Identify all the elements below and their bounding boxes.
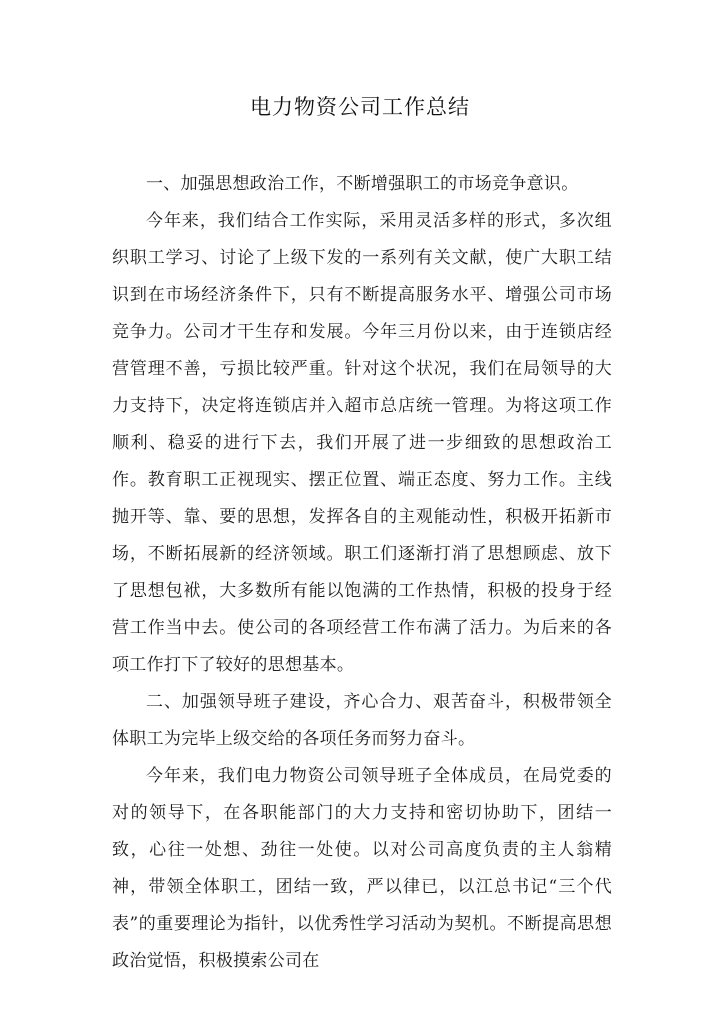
document-body [112,166,612,980]
paragraph-section-one-heading: 一、加强思想政治工作，不断增强职工的市场竞争意识。 [146,174,579,194]
document-title: 电力物资公司工作总结 [250,95,470,119]
paragraph-section-two-heading: 二、加强领导班子建设，齐心合力、艰苦奋斗，积极带领全体职工为完毕上级交给的各项任务而努力奋斗。 [112,692,612,749]
paragraph-section-one-body: 今年来，我们结合工作实际，采用灵活多样的形式，多次组织职工学习、讨论了上级下发的一系列有关文献，使广大职工结识到在市场经济条件下，只有不断提高服务水平、增强公司市场竞争力。公司才干生存和发展。今年三月份以来，由于连锁店经营管理不善，亏损比较严重。针对这个状况，我们在局领导的大力支持下，决定将连锁店并入超市总店统一管理。为将这项工作顺利、稳妥的进行下去，我们开展了进一步细致的思想政治工作。教育职工正视现实、摆正位置、端正态度、努力工作。主线抛开等、靠、要的思想，发挥各自的主观能动性，积极开拓新市场，不断拓展新的经济领域。职工们逐渐打消了思想顾虑、放下了思想包袱，大多数所有能以饱满的工作热情，积极的投身于经营工作当中去。使公司的各项经营工作布满了活力。为后来的各项工作打下了较好的思想基本。 [112,211,612,675]
paragraph-section-two-body: 今年来，我们电力物资公司领导班子全体成员，在局党委的对的领导下，在各职能部门的大力支持和密切协助下，团结一致，心往一处想、劲往一处使。以对公司高度负责的主人翁精神，带领全体职工，团结一致，严以律已，以江总书记“三个代表”的重要理论为指针，以优秀性学习活动为契机。不断提高思想政治觉悟，积极摸索公司在 [112,766,612,971]
